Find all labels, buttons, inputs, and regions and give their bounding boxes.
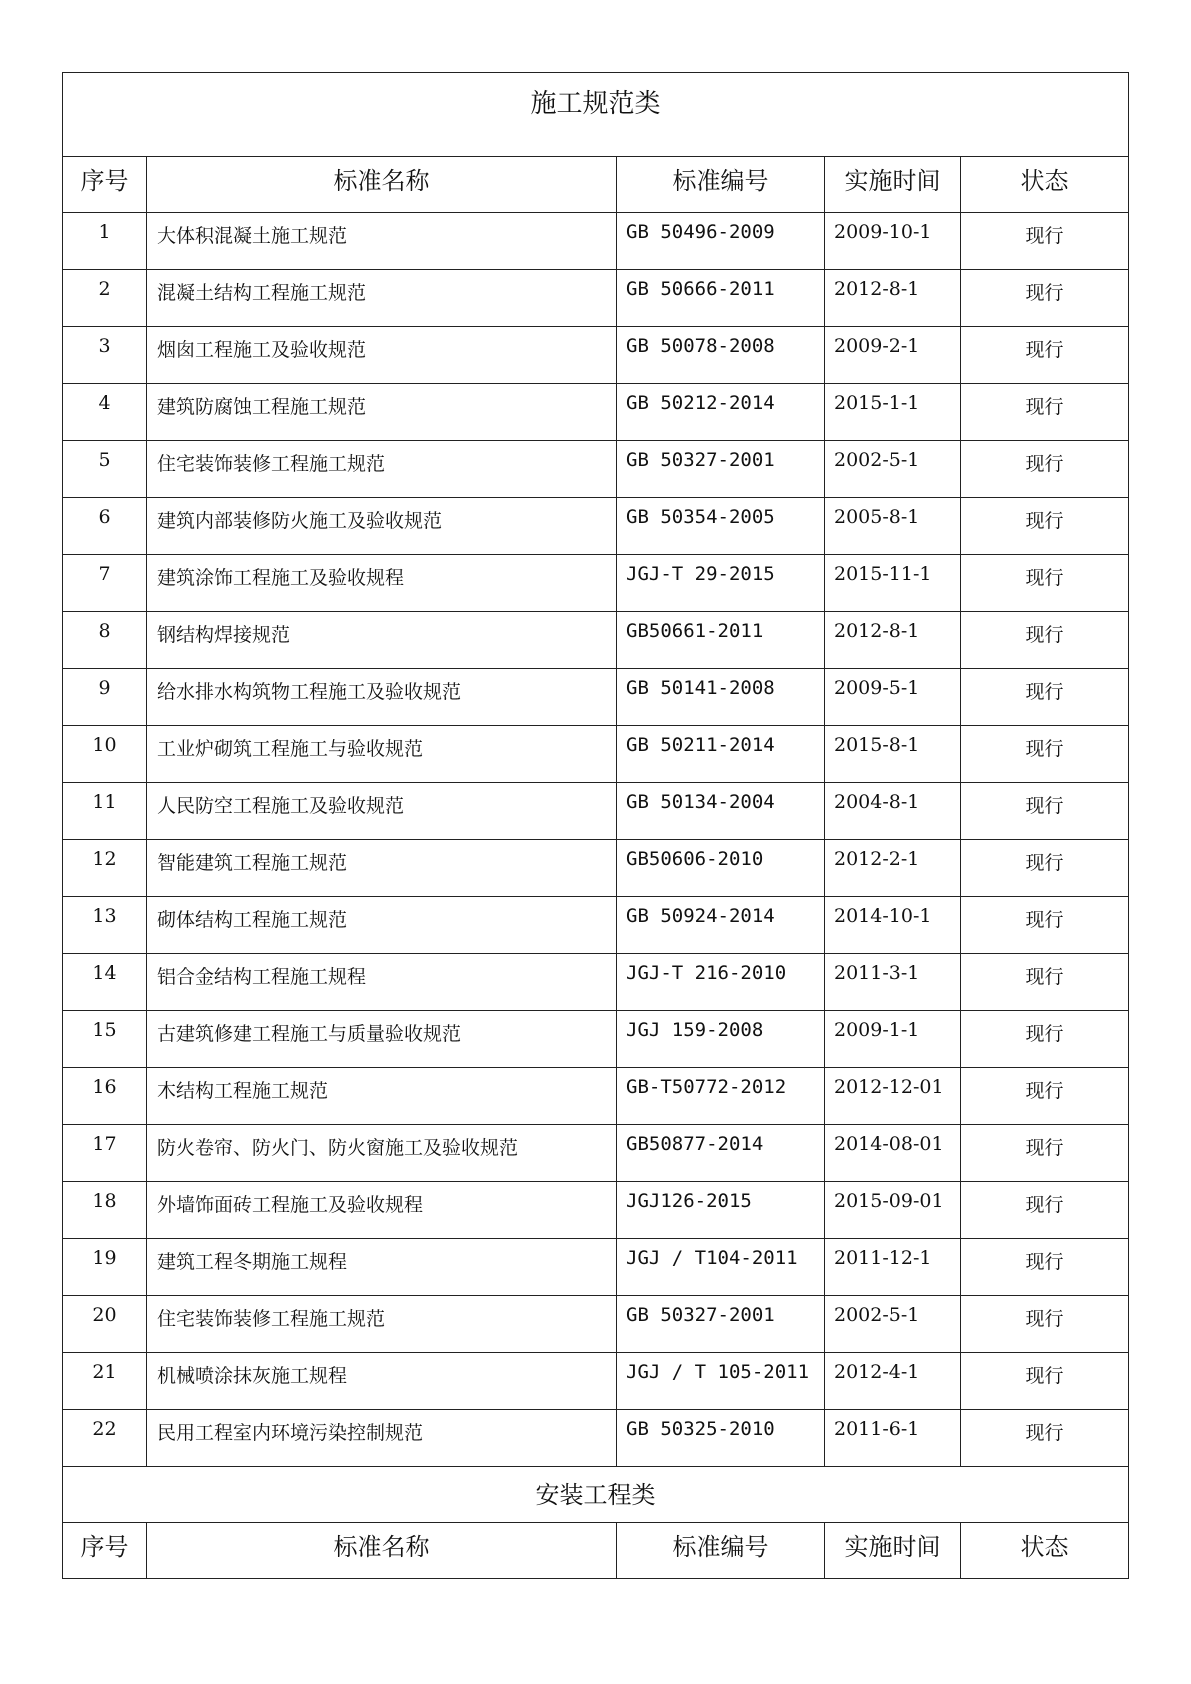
table-row xyxy=(63,270,1129,327)
cell-code: JGJ-T 216-2010 xyxy=(617,954,825,1011)
cell-date: 2015-8-1 xyxy=(825,726,961,783)
cell-name: 民用工程室内环境污染控制规范 xyxy=(147,1410,617,1467)
cell-status: 现行 xyxy=(961,1068,1129,1125)
cell-date: 2012-12-01 xyxy=(825,1068,961,1125)
cell-date: 2012-8-1 xyxy=(825,612,961,669)
table-row xyxy=(63,726,1129,783)
cell-name: 工业炉砌筑工程施工与验收规范 xyxy=(147,726,617,783)
cell-name: 建筑工程冬期施工规程 xyxy=(147,1239,617,1296)
cell-date: 2015-1-1 xyxy=(825,384,961,441)
cell-index: 2 xyxy=(63,270,147,327)
column-header-code: 标准编号 xyxy=(617,1523,825,1579)
cell-index: 5 xyxy=(63,441,147,498)
table-row xyxy=(63,213,1129,270)
table-row xyxy=(63,327,1129,384)
cell-status: 现行 xyxy=(961,270,1129,327)
cell-index: 16 xyxy=(63,1068,147,1125)
cell-index: 14 xyxy=(63,954,147,1011)
cell-date: 2009-10-1 xyxy=(825,213,961,270)
cell-code: GB50606-2010 xyxy=(617,840,825,897)
cell-index: 1 xyxy=(63,213,147,270)
cell-code: GB 50212-2014 xyxy=(617,384,825,441)
table-header-row xyxy=(63,157,1129,213)
cell-name: 砌体结构工程施工规范 xyxy=(147,897,617,954)
standards-table xyxy=(62,72,1129,1579)
cell-date: 2012-2-1 xyxy=(825,840,961,897)
cell-date: 2012-4-1 xyxy=(825,1353,961,1410)
cell-index: 21 xyxy=(63,1353,147,1410)
cell-code: GB50661-2011 xyxy=(617,612,825,669)
cell-code: GB-T50772-2012 xyxy=(617,1068,825,1125)
cell-date: 2005-8-1 xyxy=(825,498,961,555)
cell-status: 现行 xyxy=(961,498,1129,555)
table-header-row xyxy=(63,1523,1129,1579)
cell-name: 大体积混凝土施工规范 xyxy=(147,213,617,270)
table-row xyxy=(63,1182,1129,1239)
cell-status: 现行 xyxy=(961,783,1129,840)
section-title: 施工规范类 xyxy=(63,73,1129,157)
cell-index: 7 xyxy=(63,555,147,612)
cell-index: 18 xyxy=(63,1182,147,1239)
column-header-code: 标准编号 xyxy=(617,157,825,213)
cell-status: 现行 xyxy=(961,840,1129,897)
section-title-row xyxy=(63,1467,1129,1523)
cell-status: 现行 xyxy=(961,897,1129,954)
cell-status: 现行 xyxy=(961,213,1129,270)
cell-status: 现行 xyxy=(961,612,1129,669)
cell-index: 9 xyxy=(63,669,147,726)
cell-status: 现行 xyxy=(961,669,1129,726)
cell-date: 2002-5-1 xyxy=(825,441,961,498)
cell-name: 建筑防腐蚀工程施工规范 xyxy=(147,384,617,441)
cell-index: 6 xyxy=(63,498,147,555)
column-header-name: 标准名称 xyxy=(147,1523,617,1579)
cell-date: 2012-8-1 xyxy=(825,270,961,327)
cell-index: 15 xyxy=(63,1011,147,1068)
cell-status: 现行 xyxy=(961,327,1129,384)
cell-index: 4 xyxy=(63,384,147,441)
cell-code: JGJ 159-2008 xyxy=(617,1011,825,1068)
cell-date: 2002-5-1 xyxy=(825,1296,961,1353)
cell-code: GB50877-2014 xyxy=(617,1125,825,1182)
cell-status: 现行 xyxy=(961,726,1129,783)
cell-name: 烟囱工程施工及验收规范 xyxy=(147,327,617,384)
cell-code: GB 50666-2011 xyxy=(617,270,825,327)
cell-code: GB 50134-2004 xyxy=(617,783,825,840)
cell-status: 现行 xyxy=(961,555,1129,612)
cell-status: 现行 xyxy=(961,384,1129,441)
table-row xyxy=(63,441,1129,498)
column-header-status: 状态 xyxy=(961,1523,1129,1579)
cell-code: JGJ126-2015 xyxy=(617,1182,825,1239)
cell-status: 现行 xyxy=(961,1410,1129,1467)
cell-index: 22 xyxy=(63,1410,147,1467)
cell-name: 铝合金结构工程施工规程 xyxy=(147,954,617,1011)
cell-index: 17 xyxy=(63,1125,147,1182)
cell-name: 混凝土结构工程施工规范 xyxy=(147,270,617,327)
cell-date: 2015-11-1 xyxy=(825,555,961,612)
cell-code: GB 50211-2014 xyxy=(617,726,825,783)
cell-code: GB 50325-2010 xyxy=(617,1410,825,1467)
section-title: 安装工程类 xyxy=(63,1467,1129,1523)
cell-name: 机械喷涂抹灰施工规程 xyxy=(147,1353,617,1410)
cell-status: 现行 xyxy=(961,954,1129,1011)
table-row xyxy=(63,498,1129,555)
cell-status: 现行 xyxy=(961,1182,1129,1239)
cell-status: 现行 xyxy=(961,1239,1129,1296)
cell-date: 2009-1-1 xyxy=(825,1011,961,1068)
table-row xyxy=(63,612,1129,669)
table-row xyxy=(63,1068,1129,1125)
table-row xyxy=(63,840,1129,897)
cell-date: 2014-10-1 xyxy=(825,897,961,954)
column-header-index: 序号 xyxy=(63,157,147,213)
cell-name: 住宅装饰装修工程施工规范 xyxy=(147,441,617,498)
cell-name: 建筑涂饰工程施工及验收规程 xyxy=(147,555,617,612)
cell-name: 古建筑修建工程施工与质量验收规范 xyxy=(147,1011,617,1068)
table-row xyxy=(63,555,1129,612)
cell-code: GB 50354-2005 xyxy=(617,498,825,555)
cell-code: JGJ / T 105-2011 xyxy=(617,1353,825,1410)
cell-index: 8 xyxy=(63,612,147,669)
cell-code: JGJ-T 29-2015 xyxy=(617,555,825,612)
cell-name: 木结构工程施工规范 xyxy=(147,1068,617,1125)
cell-code: GB 50496-2009 xyxy=(617,213,825,270)
cell-status: 现行 xyxy=(961,441,1129,498)
standards-table-body xyxy=(63,73,1129,1579)
column-header-status: 状态 xyxy=(961,157,1129,213)
cell-date: 2015-09-01 xyxy=(825,1182,961,1239)
cell-date: 2011-12-1 xyxy=(825,1239,961,1296)
table-row xyxy=(63,669,1129,726)
table-row xyxy=(63,1125,1129,1182)
table-row xyxy=(63,1410,1129,1467)
cell-status: 现行 xyxy=(961,1296,1129,1353)
cell-name: 外墙饰面砖工程施工及验收规程 xyxy=(147,1182,617,1239)
standards-table-sheet xyxy=(62,72,1128,1579)
cell-date: 2004-8-1 xyxy=(825,783,961,840)
cell-status: 现行 xyxy=(961,1125,1129,1182)
table-row xyxy=(63,384,1129,441)
column-header-date: 实施时间 xyxy=(825,1523,961,1579)
cell-code: GB 50078-2008 xyxy=(617,327,825,384)
table-row xyxy=(63,1353,1129,1410)
column-header-index: 序号 xyxy=(63,1523,147,1579)
cell-name: 建筑内部装修防火施工及验收规范 xyxy=(147,498,617,555)
cell-name: 住宅装饰装修工程施工规范 xyxy=(147,1296,617,1353)
cell-date: 2009-2-1 xyxy=(825,327,961,384)
section-title-row xyxy=(63,73,1129,157)
cell-code: JGJ / T104-2011 xyxy=(617,1239,825,1296)
cell-code: GB 50327-2001 xyxy=(617,441,825,498)
cell-date: 2011-3-1 xyxy=(825,954,961,1011)
cell-index: 20 xyxy=(63,1296,147,1353)
cell-date: 2009-5-1 xyxy=(825,669,961,726)
table-row xyxy=(63,897,1129,954)
cell-name: 钢结构焊接规范 xyxy=(147,612,617,669)
column-header-date: 实施时间 xyxy=(825,157,961,213)
cell-code: GB 50141-2008 xyxy=(617,669,825,726)
table-row xyxy=(63,1011,1129,1068)
cell-name: 给水排水构筑物工程施工及验收规范 xyxy=(147,669,617,726)
cell-name: 人民防空工程施工及验收规范 xyxy=(147,783,617,840)
cell-date: 2014-08-01 xyxy=(825,1125,961,1182)
cell-index: 11 xyxy=(63,783,147,840)
cell-index: 10 xyxy=(63,726,147,783)
cell-status: 现行 xyxy=(961,1011,1129,1068)
table-row xyxy=(63,783,1129,840)
table-row xyxy=(63,1239,1129,1296)
table-row xyxy=(63,1296,1129,1353)
cell-index: 19 xyxy=(63,1239,147,1296)
cell-index: 3 xyxy=(63,327,147,384)
cell-code: GB 50327-2001 xyxy=(617,1296,825,1353)
table-row xyxy=(63,954,1129,1011)
cell-index: 12 xyxy=(63,840,147,897)
cell-name: 智能建筑工程施工规范 xyxy=(147,840,617,897)
column-header-name: 标准名称 xyxy=(147,157,617,213)
cell-code: GB 50924-2014 xyxy=(617,897,825,954)
cell-status: 现行 xyxy=(961,1353,1129,1410)
cell-date: 2011-6-1 xyxy=(825,1410,961,1467)
cell-index: 13 xyxy=(63,897,147,954)
cell-name: 防火卷帘、防火门、防火窗施工及验收规范 xyxy=(147,1125,617,1182)
